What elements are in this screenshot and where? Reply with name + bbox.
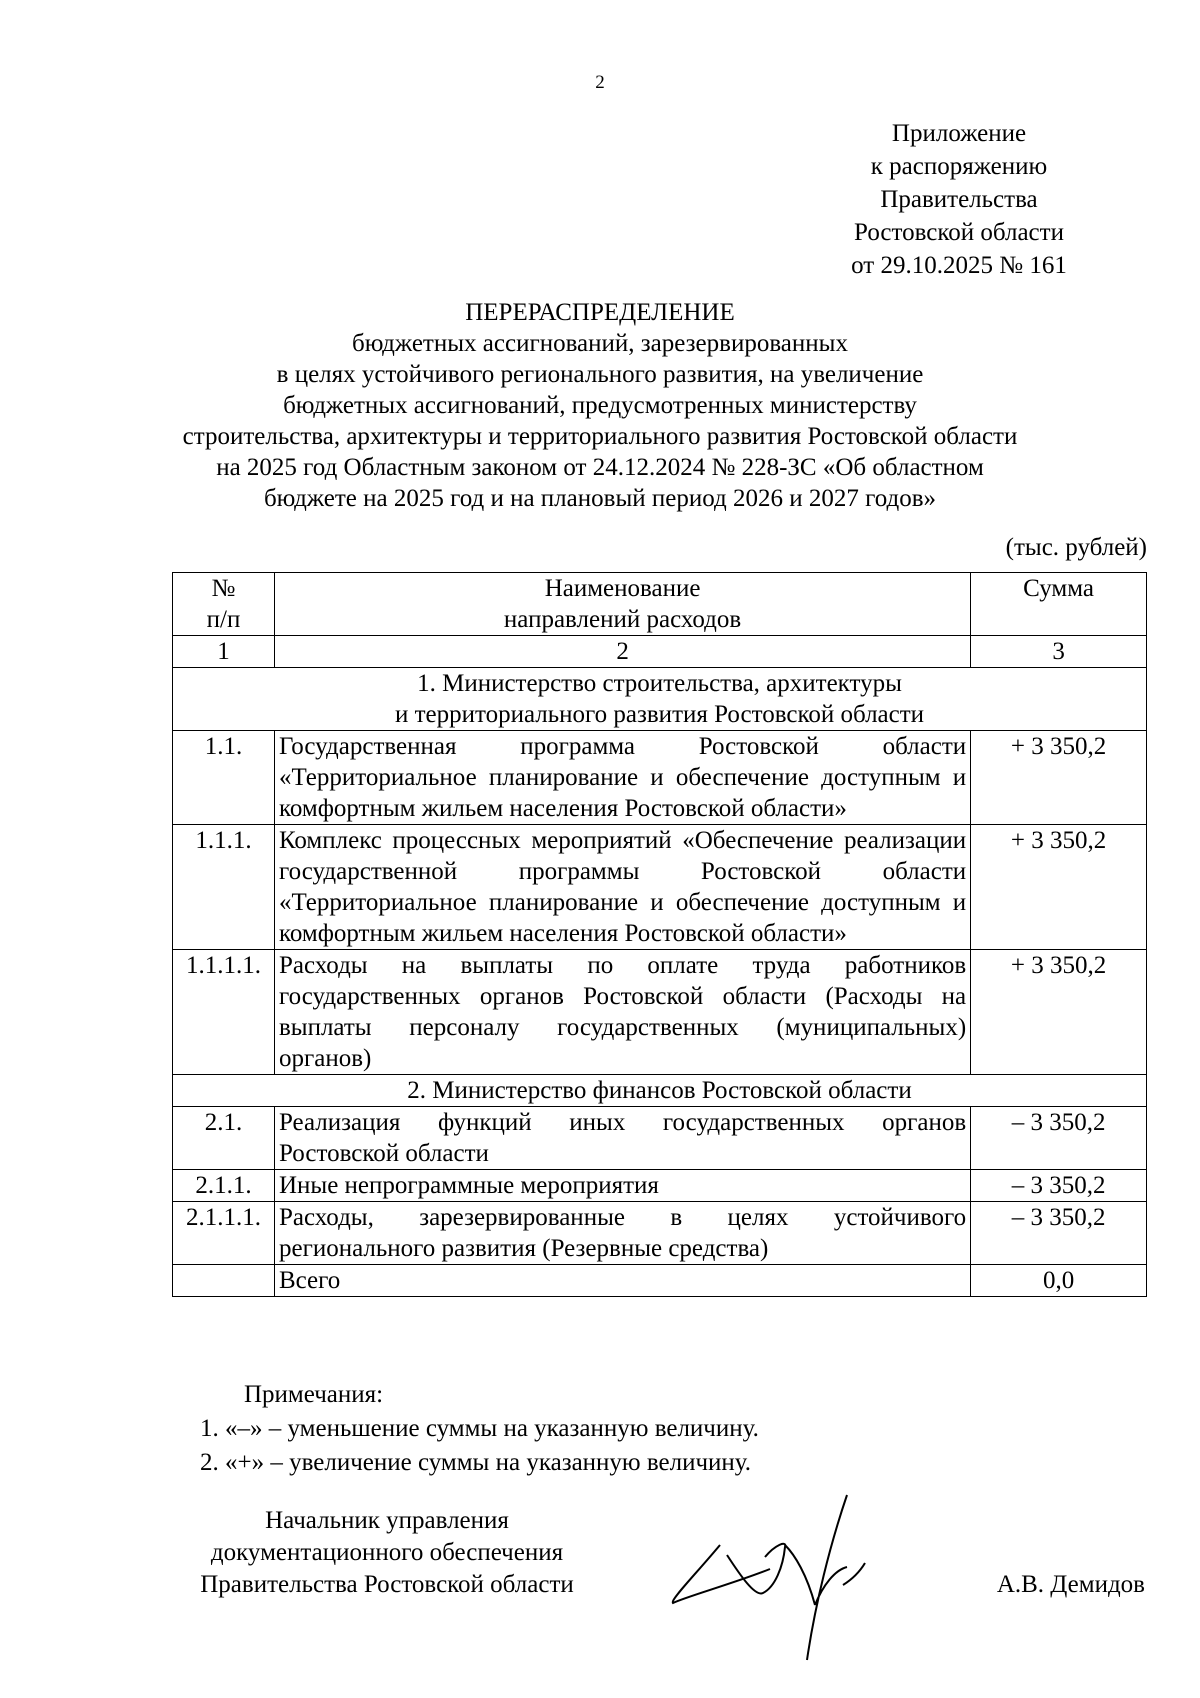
title-line: в целях устойчивого регионального развития, на увеличение: [276, 361, 924, 388]
column-number: 1: [173, 636, 275, 668]
page-number: 2: [595, 72, 605, 93]
signature-stroke: [673, 1544, 785, 1603]
title-line: строительства, архитектуры и территориального развития Ростовской области: [182, 423, 1018, 450]
table-row: [173, 731, 1147, 825]
total-label: Всего: [274, 1265, 970, 1297]
total-row: [173, 1265, 1147, 1297]
appendix-line: к распоряжению: [870, 153, 1048, 180]
appendix-line: Ростовской области: [854, 219, 1064, 246]
section-title-cell: 2. Министерство финансов Ростовской области: [173, 1075, 1147, 1107]
row-number: 2.1.: [173, 1107, 275, 1170]
appendix-date-number: от 29.10.2025 № 161: [851, 252, 1067, 279]
row-sum: + 3 350,2: [971, 825, 1147, 950]
section-row: [173, 1075, 1147, 1107]
row-sum: + 3 350,2: [971, 950, 1147, 1075]
signature-stroke: [785, 1495, 847, 1660]
title-heading: ПЕРЕРАСПРЕДЕЛЕНИЕ: [465, 299, 735, 326]
signatory-position: [172, 1505, 602, 1601]
row-name: Иные непрограммные мероприятия: [274, 1170, 970, 1202]
total-sum: 0,0: [971, 1265, 1147, 1297]
row-number: 1.1.: [173, 731, 275, 825]
column-number-row: [173, 636, 1147, 668]
table-row: [173, 950, 1147, 1075]
row-name: Комплекс процессных мероприятий «Обеспечение реализации государственной программы Ростовской области «Территориальное планирование и обеспечение доступным и комфортным жильем населения Ростовской области»: [274, 825, 970, 950]
document-title: [60, 297, 1140, 514]
table-header-row: [173, 573, 1147, 636]
row-name: Расходы, зарезервированные в целях устойчивого регионального развития (Резервные средства): [274, 1202, 970, 1265]
total-num-cell: [173, 1265, 275, 1297]
section-title-cell: 1. Министерство строительства, архитектуры и территориального развития Ростовской области: [173, 668, 1147, 731]
row-sum: – 3 350,2: [971, 1170, 1147, 1202]
row-sum: + 3 350,2: [971, 731, 1147, 825]
title-line: бюджетных ассигнований, предусмотренных министерству: [283, 392, 917, 419]
table-row: [173, 825, 1147, 950]
row-number: 2.1.1.: [173, 1170, 275, 1202]
title-line: бюджете на 2025 год и на плановый период 2026 и 2027 годов»: [263, 485, 937, 512]
reallocation-table: [172, 572, 1147, 1297]
row-sum: – 3 350,2: [971, 1107, 1147, 1170]
column-number: 2: [274, 636, 970, 668]
appendix-line: Приложение: [891, 120, 1027, 147]
row-name: Реализация функций иных государственных органов Ростовской области: [274, 1107, 970, 1170]
table-row: [173, 1170, 1147, 1202]
position-line: Начальник управления: [265, 1507, 509, 1534]
row-name: Расходы на выплаты по оплате труда работников государственных органов Ростовской области (Расходы на выплаты персоналу государственных (муниципальных) органов): [274, 950, 970, 1075]
position-line: документационного обеспечения: [210, 1539, 564, 1566]
units-label: (тыс. рублей): [1005, 534, 1147, 561]
note-item: 2. «+» – увеличение суммы на указанную величину.: [200, 1449, 752, 1476]
table-row: [173, 1107, 1147, 1170]
notes-title: Примечания:: [244, 1381, 384, 1408]
appendix-block: [829, 117, 1089, 282]
column-number: 3: [971, 636, 1147, 668]
section-row: [173, 668, 1147, 731]
handwritten-signature: [665, 1485, 935, 1665]
row-name: Государственная программа Ростовской области «Территориальное планирование и обеспечение доступным и комфортным жильем населения Ростовской области»: [274, 731, 970, 825]
header-num-cell: № п/п: [173, 573, 275, 636]
title-line: на 2025 год Областным законом от 24.12.2024 № 228-ЗС «Об областном: [216, 454, 984, 481]
row-number: 1.1.1.1.: [173, 950, 275, 1075]
position-line: Правительства Ростовской области: [200, 1571, 574, 1598]
header-sum-cell: Сумма: [971, 573, 1147, 636]
note-item: 1. «–» – уменьшение суммы на указанную величину.: [200, 1415, 759, 1442]
row-number: 1.1.1.: [173, 825, 275, 950]
header-name-cell: Наименование направлений расходов: [274, 573, 970, 636]
signer-name: А.В. Демидов: [996, 1571, 1145, 1598]
appendix-line: Правительства: [880, 186, 1038, 213]
row-number: 2.1.1.1.: [173, 1202, 275, 1265]
row-sum: – 3 350,2: [971, 1202, 1147, 1265]
title-line: бюджетных ассигнований, зарезервированных: [352, 330, 848, 357]
table-row: [173, 1202, 1147, 1265]
notes-block: [200, 1378, 759, 1480]
